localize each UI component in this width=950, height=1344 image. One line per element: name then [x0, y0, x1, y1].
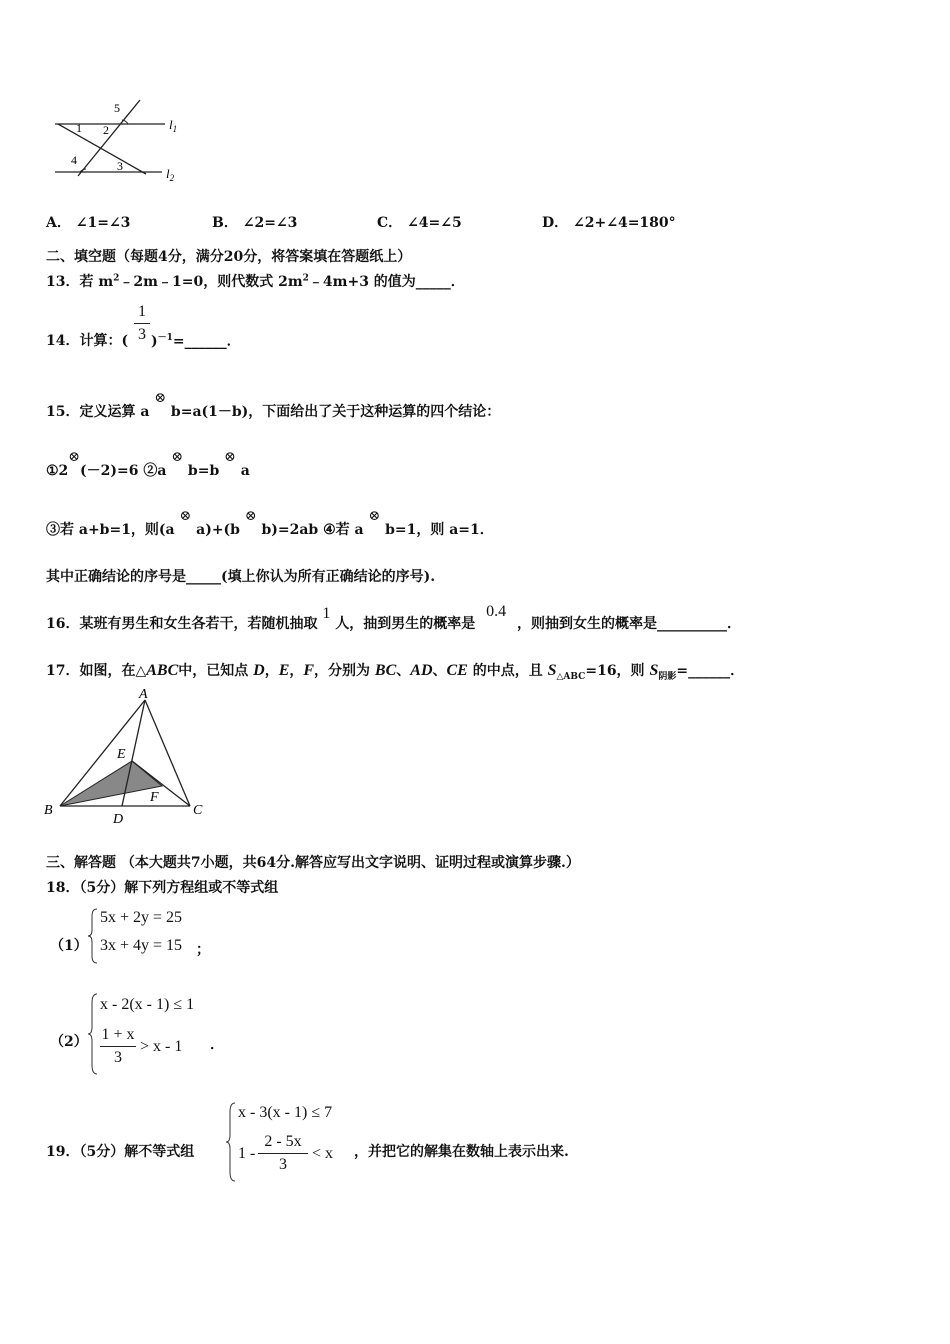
- q18-part2-end: ．: [210, 1037, 224, 1053]
- angle-label-1: 1: [76, 121, 82, 135]
- question-16: 16．某班有男生和女生各若干，若随机抽取 1 人，抽到男生的概率是 0.4 ，则抽到女生的概率是__________．: [46, 603, 741, 632]
- point-F: F: [150, 790, 159, 805]
- fraction-one-third: 1 3: [134, 303, 150, 344]
- q18-part1-end: ；: [196, 942, 210, 958]
- vertex-B: B: [44, 803, 53, 818]
- q18-ineq1: x - 2(x - 1) ≤ 1: [100, 996, 195, 1013]
- question-13: 13．若 $m^2﹣2m﹣1=0$，则代数式 $2m^2﹣4m+3$ 的值为_____．: [46, 273, 465, 290]
- triangle-figure: [40, 686, 215, 826]
- vertex-A: A: [139, 687, 148, 702]
- q18-eq2: 3x + 4y = 15: [100, 937, 183, 954]
- angle-label-3: 3: [117, 159, 123, 173]
- q19-fraction: 2 - 5x 3: [258, 1133, 308, 1174]
- q18-ineq2-rhs: > x - 1: [140, 1038, 183, 1055]
- question-18-title: 18．（5分）解下列方程组或不等式组: [46, 880, 279, 896]
- q18-eq1: 5x + 2y = 25: [100, 909, 183, 926]
- line-label-l1: $l_1$: [169, 117, 178, 134]
- brace-icon: [88, 908, 98, 964]
- section3-title: 三、解答题 （本大题共7小题，共64分.解答应写出文字说明、证明过程或演算步骤.）: [46, 855, 580, 871]
- otimes-icon: ⊗: [368, 508, 381, 524]
- question-15-conclusions-1: ①2⊗(－2)=6 ②a ⊗ b=b ⊗ a: [46, 449, 250, 479]
- otimes-icon: ⊗: [171, 449, 184, 465]
- otimes-icon: ⊗: [154, 390, 167, 406]
- q19-ineq2-lhs: 1 -: [238, 1145, 256, 1162]
- otimes-icon: ⊗: [68, 449, 81, 465]
- brace-icon: [226, 1102, 236, 1182]
- q18-part1-label: （1）: [50, 938, 88, 954]
- angle-label-2: 2: [103, 123, 109, 137]
- option-a[interactable]: A． ∠1=∠3: [46, 215, 131, 231]
- question-15-intro: 15．定义运算 a ⊗ b=a(1－b)，下面给出了关于这种运算的四个结论：: [46, 390, 501, 420]
- question-19-intro: 19．（5分）解不等式组: [46, 1144, 195, 1160]
- option-b[interactable]: B． ∠2=∠3: [212, 215, 298, 231]
- question-14: 14．计算：(: [46, 333, 129, 349]
- section2-title: 二、填空题（每题4分，满分20分，将答案填在答题纸上）: [46, 249, 412, 265]
- otimes-icon: ⊗: [224, 449, 236, 465]
- q19-ineq2-rhs: < x: [312, 1145, 334, 1162]
- q18-fraction: 1 + x 3: [101, 1026, 135, 1066]
- option-c[interactable]: C． ∠4=∠5: [377, 215, 462, 231]
- otimes-icon: ⊗: [244, 508, 257, 524]
- brace-icon: [88, 993, 98, 1075]
- vertex-C: C: [193, 803, 203, 818]
- angle-label-4: 4: [71, 153, 77, 167]
- question-15-ask: 其中正确结论的序号是_____(填上你认为所有正确结论的序号).: [46, 569, 436, 585]
- option-d[interactable]: D． ∠2+∠4=180°: [542, 215, 676, 231]
- shaded-region: [60, 761, 162, 806]
- line-label-l2: $l_2$: [166, 166, 175, 183]
- angle-label-5: 5: [114, 101, 120, 115]
- q18-part2-label: （2）: [50, 1034, 88, 1050]
- parallel-lines-figure: [50, 96, 190, 188]
- point-D: D: [113, 812, 124, 826]
- point-E: E: [117, 747, 126, 762]
- question-19-tail: ，并把它的解集在数轴上表示出来.: [354, 1144, 569, 1160]
- question-14-tail: )$^{-1}$=______．: [151, 333, 241, 350]
- question-17: 17．如图，在△ABC中，已知点 D，E，F，分别为 BC、AD、CE 的中点，且 $S_{\triangle ABC}=16$，则 $S_{阴影}=\_\_\_\_\_\_$．: [46, 662, 745, 682]
- q19-ineq1: x - 3(x - 1) ≤ 7: [238, 1104, 333, 1121]
- question-15-conclusions-2: ③若 a+b=1，则(a ⊗ a)+(b ⊗ b)=2ab ④若 a ⊗ b=1，则 a=1．: [46, 508, 494, 538]
- otimes-icon: ⊗: [179, 508, 192, 524]
